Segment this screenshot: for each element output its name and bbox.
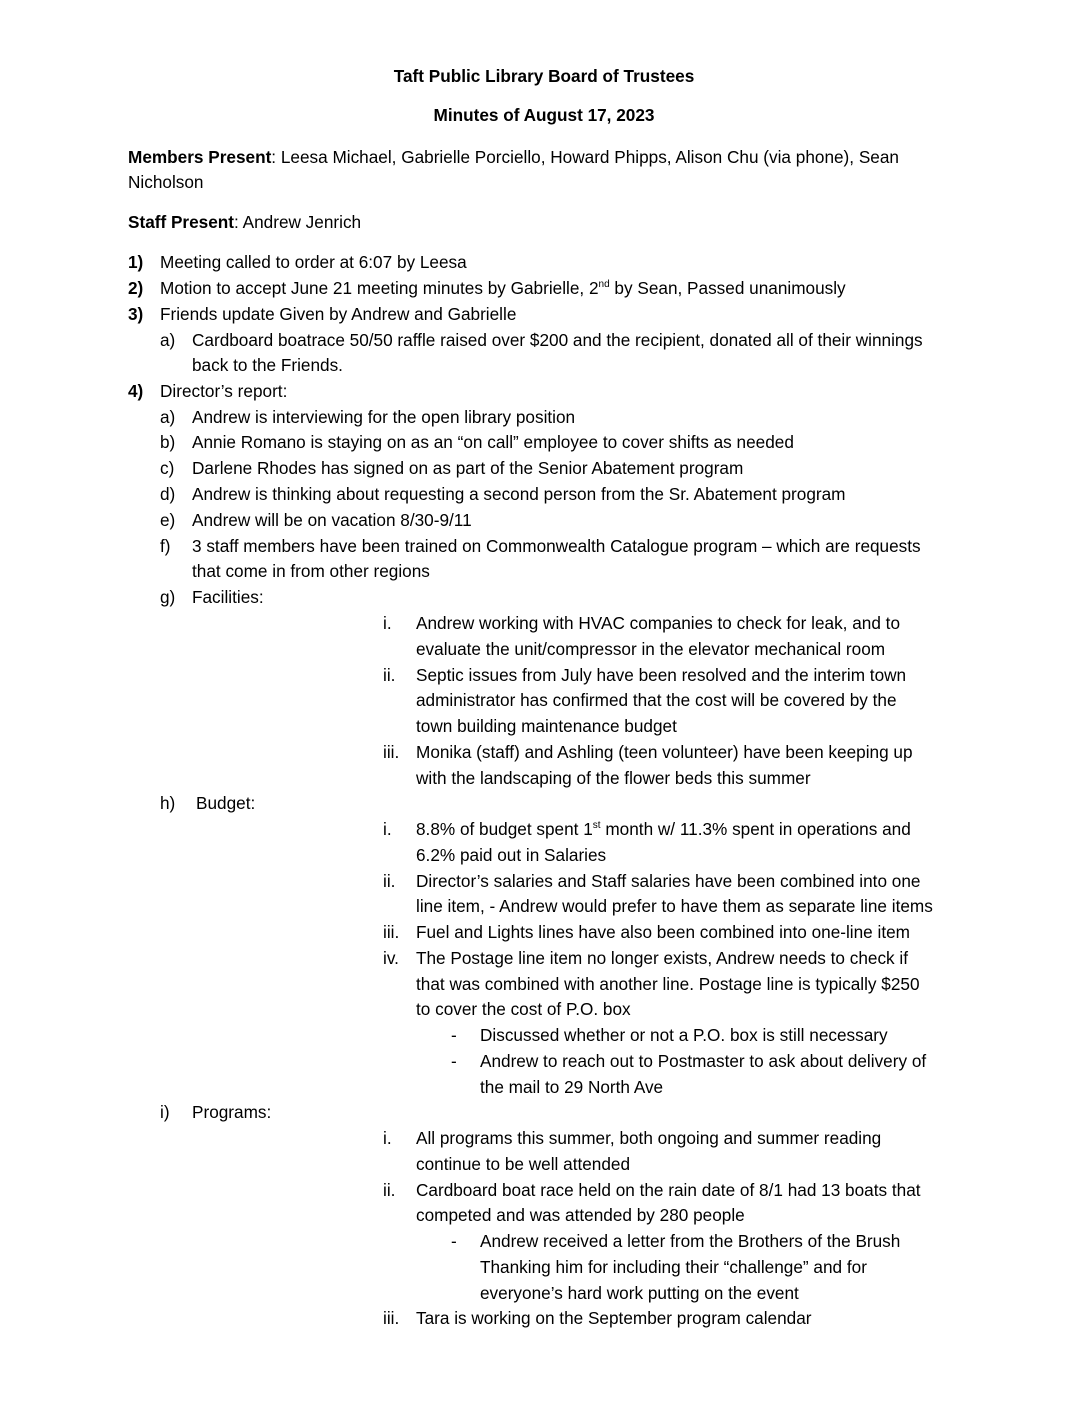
programs-ii-dash-1: - [451,1231,457,1251]
budget-i-sup: st [592,820,601,831]
item-4g-label: g) [160,587,176,607]
facilities-ii-line3: town building maintenance budget [416,716,677,736]
item-1-text: Meeting called to order at 6:07 by Leesa [160,252,467,272]
budget-iv-label: iv. [383,948,399,968]
budget-i-line1 [416,818,911,840]
programs-i-line1: All programs this summer, both ongoing and summer reading [416,1128,882,1148]
programs-i-line2: continue to be well attended [416,1154,631,1174]
facilities-i-line1: Andrew working with HVAC companies to check for leak, and to [416,613,901,633]
budget-iv-line3: to cover the cost of P.O. box [416,999,631,1019]
item-3-number: 3) [128,304,144,324]
budget-i-line2: 6.2% paid out in Salaries [416,845,607,865]
programs-i-label: i. [383,1128,392,1148]
budget-iv-dash-1: - [451,1025,457,1045]
budget-i-label: i. [383,819,392,839]
budget-i-line1-b: month w/ 11.3% spent in operations and [600,819,911,839]
item-4b-label: b) [160,432,176,452]
programs-iii-label: iii. [383,1308,400,1328]
budget-ii-line2: line item, - Andrew would prefer to have them as separate line items [416,896,933,916]
item-4f-line2: that come in from other regions [192,561,430,581]
programs-ii-dash-1-line3: everyone’s hard work putting on the event [480,1283,799,1303]
item-4-number: 4) [128,381,144,401]
item-4c-text: Darlene Rhodes has signed on as part of the Senior Abatement program [192,458,744,478]
item-4a-text: Andrew is interviewing for the open library position [192,407,576,427]
facilities-ii-line2: administrator has confirmed that the cost will be covered by the [416,690,897,710]
staff-present-value: : Andrew Jenrich [234,212,362,232]
facilities-ii-label: ii. [383,665,396,685]
item-2-number: 2) [128,278,144,298]
programs-ii-dash-1-line2: Thanking him for including their “challenge” and for [480,1257,867,1277]
item-4-text: Director’s report: [160,381,288,401]
facilities-i-label: i. [383,613,392,633]
facilities-iii-label: iii. [383,742,400,762]
budget-iii-label: iii. [383,922,400,942]
budget-iv-line1: The Postage line item no longer exists, Andrew needs to check if [416,948,909,968]
budget-iv-dash-2-line1: Andrew to reach out to Postmaster to ask about delivery of [480,1051,927,1071]
item-4f-label: f) [160,536,171,556]
item-2-text-a: Motion to accept June 21 meeting minutes by Gabrielle, 2 [160,278,599,298]
budget-iv-dash-2: - [451,1051,457,1071]
budget-iv-dash-2-line2: the mail to 29 North Ave [480,1077,664,1097]
item-4e-label: e) [160,510,176,530]
item-2-text [160,277,846,299]
facilities-iii-line2: with the landscaping of the flower beds this summer [416,768,811,788]
programs-iii-text: Tara is working on the September program calendar [416,1308,812,1328]
members-present-cont: Nicholson [128,172,204,192]
item-4g-text: Facilities: [192,587,264,607]
item-3-text: Friends update Given by Andrew and Gabrielle [160,304,517,324]
document-subtitle: Minutes of August 17, 2023 [433,105,655,125]
staff-present [128,211,361,233]
item-1-number: 1) [128,252,144,272]
item-2-text-b: by Sean, Passed unanimously [609,278,846,298]
members-present [128,146,899,168]
item-4f-line1: 3 staff members have been trained on Commonwealth Catalogue program – which are requests [192,536,921,556]
budget-iv-dash-1-text: Discussed whether or not a P.O. box is still necessary [480,1025,888,1045]
item-2-sup: nd [598,279,610,290]
item-4a-label: a) [160,407,176,427]
staff-present-label: Staff Present [128,212,235,232]
members-present-label: Members Present [128,147,272,167]
item-4d-text: Andrew is thinking about requesting a second person from the Sr. Abatement program [192,484,846,504]
item-4i-label: i) [160,1102,170,1122]
item-4e-text: Andrew will be on vacation 8/30-9/11 [192,510,472,530]
programs-ii-dash-1-line1: Andrew received a letter from the Brothers of the Brush [480,1231,901,1251]
item-3a-line1: Cardboard boatrace 50/50 raffle raised over $200 and the recipient, donated all of their winnings [192,330,923,350]
item-4d-label: d) [160,484,176,504]
budget-iv-line2: that was combined with another line. Postage line is typically $250 [416,974,920,994]
budget-i-line1-a: 8.8% of budget spent 1 [416,819,593,839]
item-4i-text: Programs: [192,1102,272,1122]
item-4h-label: h) [160,793,176,813]
programs-ii-line1: Cardboard boat race held on the rain date of 8/1 had 13 boats that [416,1180,921,1200]
item-4b-text: Annie Romano is staying on as an “on call” employee to cover shifts as needed [192,432,794,452]
facilities-iii-line1: Monika (staff) and Ashling (teen volunteer) have been keeping up [416,742,913,762]
facilities-i-line2: evaluate the unit/compressor in the elevator mechanical room [416,639,886,659]
item-3a-line2: back to the Friends. [192,355,343,375]
document-title: Taft Public Library Board of Trustees [393,66,695,86]
item-4c-label: c) [160,458,175,478]
item-4h-text: Budget: [196,793,256,813]
facilities-ii-line1: Septic issues from July have been resolved and the interim town [416,665,907,685]
budget-ii-line1: Director’s salaries and Staff salaries have been combined into one [416,871,921,891]
item-3a-label: a) [160,330,176,350]
programs-ii-label: ii. [383,1180,396,1200]
budget-iii-text: Fuel and Lights lines have also been combined into one-line item [416,922,910,942]
programs-ii-line2: competed and was attended by 280 people [416,1205,745,1225]
members-present-value: : Leesa Michael, Gabrielle Porciello, Howard Phipps, Alison Chu (via phone), Sean [271,147,899,167]
budget-ii-label: ii. [383,871,396,891]
